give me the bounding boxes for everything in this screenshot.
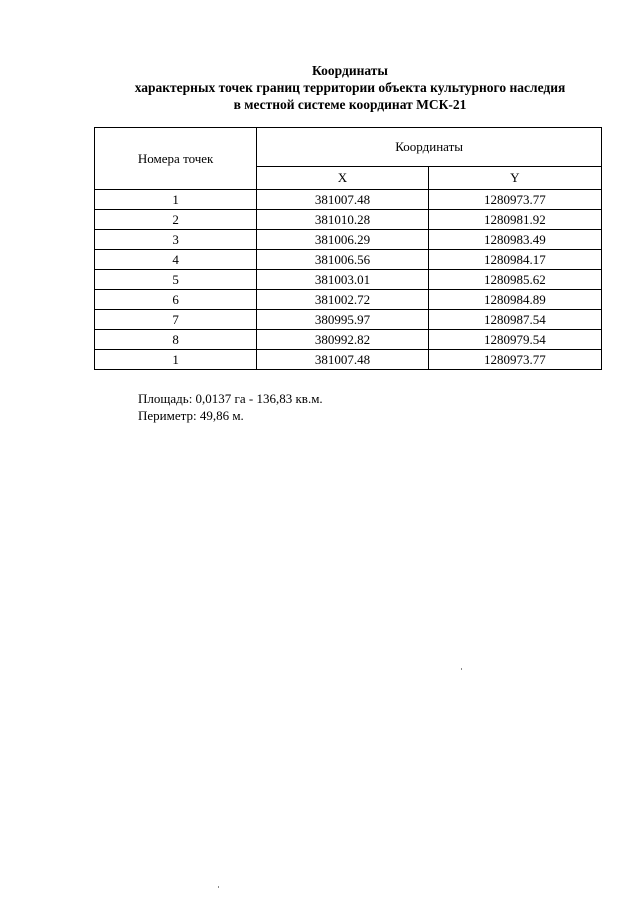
cell-point-number: 3 bbox=[95, 230, 257, 250]
cell-point-number: 4 bbox=[95, 250, 257, 270]
table-row bbox=[95, 250, 602, 270]
area-text: Площадь: 0,0137 га - 136,83 кв.м. bbox=[138, 391, 323, 406]
cell-y: 1280984.89 bbox=[428, 290, 601, 310]
page-title bbox=[90, 62, 610, 113]
cell-y: 1280981.92 bbox=[428, 210, 601, 230]
cell-y: 1280973.77 bbox=[428, 350, 601, 370]
table-row bbox=[95, 210, 602, 230]
table-row bbox=[95, 290, 602, 310]
cell-point-number: 7 bbox=[95, 310, 257, 330]
cell-y: 1280984.17 bbox=[428, 250, 601, 270]
cell-y: 1280979.54 bbox=[428, 330, 601, 350]
table-row bbox=[95, 350, 602, 370]
cell-point-number: 2 bbox=[95, 210, 257, 230]
cell-x: 381003.01 bbox=[257, 270, 428, 290]
table-row bbox=[95, 230, 602, 250]
cell-x: 381010.28 bbox=[257, 210, 428, 230]
coordinates-table bbox=[94, 127, 602, 370]
table-row bbox=[95, 310, 602, 330]
cell-x: 381007.48 bbox=[257, 190, 428, 210]
cell-point-number: 1 bbox=[95, 350, 257, 370]
header-point-numbers: Номера точек bbox=[95, 128, 257, 190]
cell-point-number: 1 bbox=[95, 190, 257, 210]
cell-y: 1280987.54 bbox=[428, 310, 601, 330]
cell-x: 380992.82 bbox=[257, 330, 428, 350]
cell-x: 381006.29 bbox=[257, 230, 428, 250]
table-body bbox=[95, 190, 602, 370]
header-coordinates: Координаты bbox=[257, 128, 602, 167]
cell-x: 381002.72 bbox=[257, 290, 428, 310]
cell-point-number: 6 bbox=[95, 290, 257, 310]
perimeter-text: Периметр: 49,86 м. bbox=[138, 408, 244, 423]
summary-block bbox=[138, 390, 323, 424]
heading-line-1: Координаты bbox=[312, 63, 388, 78]
cell-point-number: 8 bbox=[95, 330, 257, 350]
cell-point-number: 5 bbox=[95, 270, 257, 290]
cell-y: 1280983.49 bbox=[428, 230, 601, 250]
scan-speck bbox=[218, 886, 219, 888]
heading-line-3: в местной системе координат МСК-21 bbox=[233, 97, 467, 112]
cell-x: 381006.56 bbox=[257, 250, 428, 270]
cell-x: 381007.48 bbox=[257, 350, 428, 370]
table-row bbox=[95, 190, 602, 210]
table-row bbox=[95, 270, 602, 290]
cell-y: 1280973.77 bbox=[428, 190, 601, 210]
header-x: X bbox=[257, 167, 428, 190]
header-y: Y bbox=[428, 167, 601, 190]
heading-line-2: характерных точек границ территории объекта культурного наследия bbox=[134, 80, 566, 95]
cell-y: 1280985.62 bbox=[428, 270, 601, 290]
table-row bbox=[95, 330, 602, 350]
scan-speck bbox=[461, 668, 462, 670]
cell-x: 380995.97 bbox=[257, 310, 428, 330]
